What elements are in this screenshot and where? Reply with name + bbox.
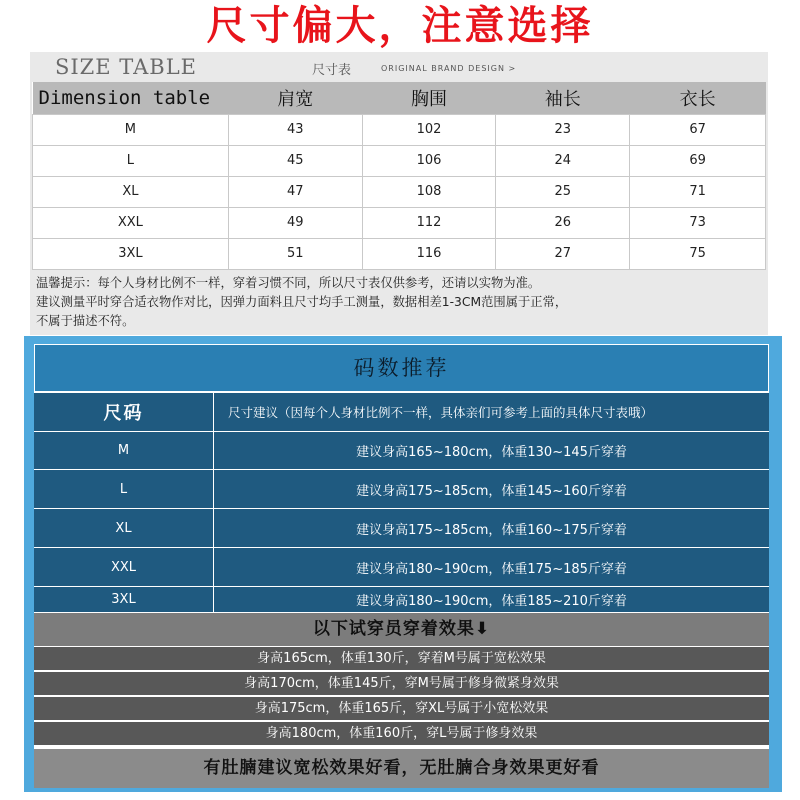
recommendation-advice: 建议身高175~185cm，体重145~160斤穿着 — [356, 483, 627, 499]
recommendation-title: 码数推荐 — [353, 356, 450, 380]
column-header: Dimension table — [33, 82, 229, 114]
warning-banner — [0, 0, 800, 52]
trial-footer: 有肚腩建议宽松效果好看，无肚腩合身效果更好看 — [203, 758, 600, 778]
table-row — [33, 145, 766, 176]
trial-title-bar — [34, 613, 769, 646]
recommendation-row — [34, 548, 769, 586]
note-line: 不属于描述不符。 — [36, 314, 135, 328]
size-recommendation-panel — [24, 336, 782, 792]
table-cell: 24 — [496, 145, 630, 176]
table-cell: 23 — [496, 114, 630, 145]
table-cell: 43 — [228, 114, 362, 145]
table-cell: 27 — [496, 238, 630, 269]
size-table-section — [30, 52, 768, 335]
table-cell: 116 — [362, 238, 496, 269]
table-row — [33, 238, 766, 269]
column-header: 肩宽 — [228, 82, 362, 114]
size-table-title: SIZE TABLE — [55, 55, 198, 79]
recommendation-size: 3XL — [34, 587, 214, 612]
banner-text: 尺寸偏大，注意选择 — [206, 3, 594, 49]
trial-text: 身高170cm，体重145斤，穿M号属于修身微紧身效果 — [244, 676, 559, 691]
table-cell: 73 — [630, 207, 766, 238]
recommendation-size: XL — [34, 509, 214, 547]
table-cell: 106 — [362, 145, 496, 176]
table-row — [33, 207, 766, 238]
brand-design-label: ORIGINAL BRAND DESIGN > — [381, 64, 517, 73]
table-cell: 45 — [228, 145, 362, 176]
note-line: 温馨提示：每个人身材比例不一样，穿着习惯不同，所以尺寸表仅供参考，还请以实物为准。 — [36, 276, 541, 290]
trial-text: 身高165cm，体重130斤，穿着M号属于宽松效果 — [257, 651, 546, 666]
table-cell: 51 — [228, 238, 362, 269]
trial-footer-bar — [34, 749, 769, 788]
size-table-header — [30, 52, 768, 82]
size-table-subtitle: 尺寸表 — [312, 63, 352, 78]
table-row — [33, 176, 766, 207]
recommendation-header-row — [34, 393, 769, 431]
recommendation-size: L — [34, 470, 214, 508]
trial-text: 身高175cm，体重165斤，穿XL号属于小宽松效果 — [254, 701, 549, 716]
size-column-header: 尺码 — [34, 393, 214, 431]
table-cell: 102 — [362, 114, 496, 145]
recommendation-row — [34, 509, 769, 547]
table-cell: 3XL — [33, 238, 229, 269]
trial-row — [34, 697, 769, 720]
recommendation-advice: 建议身高165~180cm，体重130~145斤穿着 — [356, 445, 627, 460]
recommendation-row — [34, 470, 769, 508]
table-cell: 47 — [228, 176, 362, 207]
table-cell: 67 — [630, 114, 766, 145]
table-cell: M — [33, 114, 229, 145]
trial-row — [34, 722, 769, 745]
trial-title: 以下试穿员穿着效果⬇ — [312, 619, 491, 639]
recommendation-inner — [34, 344, 769, 788]
table-cell: 108 — [362, 176, 496, 207]
table-cell: XL — [33, 176, 229, 207]
table-cell: 112 — [362, 207, 496, 238]
size-note — [36, 274, 762, 331]
table-cell: 49 — [228, 207, 362, 238]
trial-text: 身高180cm，体重160斤，穿L号属于修身效果 — [265, 726, 538, 741]
recommendation-advice: 建议身高175~185cm，体重160~175斤穿着 — [356, 522, 627, 538]
advice-column-header: 尺寸建议（因每个人身材比例不一样，具体亲们可参考上面的具体尺寸表哦） — [228, 405, 654, 420]
recommendation-row — [34, 587, 769, 612]
recommendation-advice: 建议身高180~190cm，体重185~210斤穿着 — [356, 594, 627, 609]
table-cell: L — [33, 145, 229, 176]
trial-row — [34, 647, 769, 670]
recommendation-title-bar — [34, 344, 769, 392]
size-table-header-row — [33, 82, 766, 114]
column-header: 胸围 — [362, 82, 496, 114]
recommendation-size: M — [34, 432, 214, 469]
recommendation-row — [34, 432, 769, 469]
table-cell: 25 — [496, 176, 630, 207]
table-cell: 75 — [630, 238, 766, 269]
size-table — [32, 82, 766, 270]
table-row — [33, 114, 766, 145]
table-cell: 69 — [630, 145, 766, 176]
note-line: 建议测量平时穿合适衣物作对比，因弹力面料且尺寸均手工测量，数据相差1-3CM范围属于正常， — [36, 295, 568, 309]
column-header: 袖长 — [496, 82, 630, 114]
recommendation-size: XXL — [34, 548, 214, 586]
recommendation-advice: 建议身高180~190cm，体重175~185斤穿着 — [356, 561, 627, 577]
table-cell: 26 — [496, 207, 630, 238]
table-cell: 71 — [630, 176, 766, 207]
table-cell: XXL — [33, 207, 229, 238]
trial-row — [34, 672, 769, 695]
column-header: 衣长 — [630, 82, 766, 114]
